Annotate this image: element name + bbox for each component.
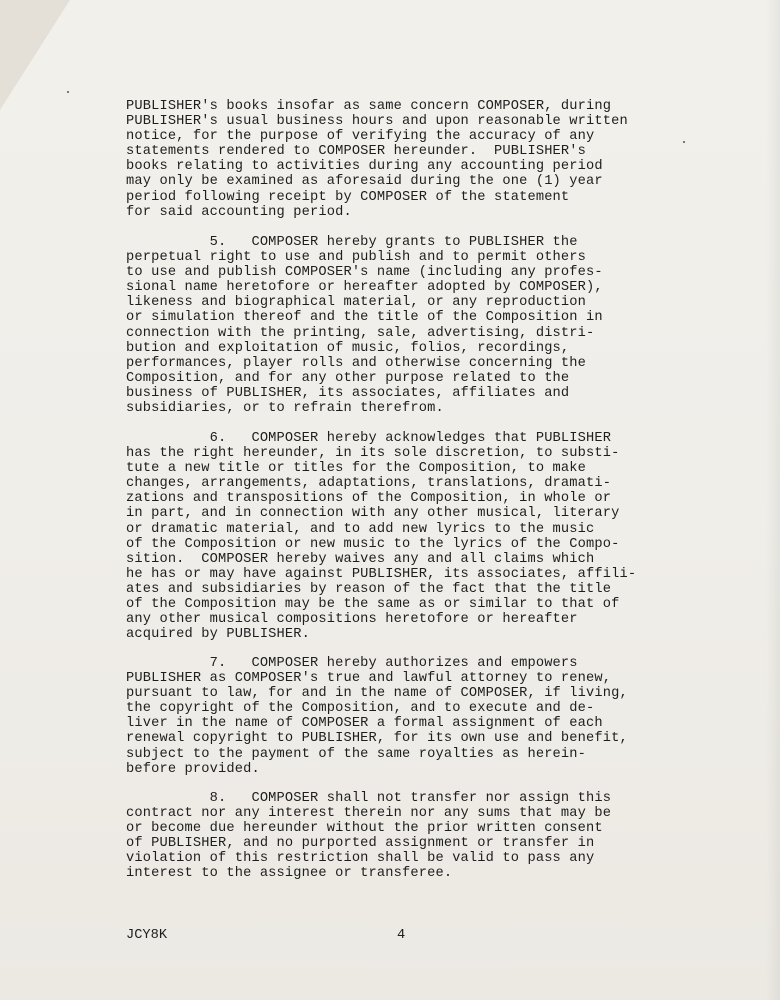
text-line: business of PUBLISHER, its associates, affiliates and: [126, 385, 570, 401]
text-line: ates and subsidiaries by reason of the fact that the title: [126, 581, 612, 597]
text-line: performances, player rolls and otherwise concerning the: [126, 355, 587, 371]
text-line: books relating to activities during any accounting period: [126, 159, 603, 175]
text-line: before provided.: [126, 761, 260, 777]
text-line: violation of this restriction shall be valid to pass any: [126, 851, 595, 867]
text-line: has the right hereunder, in its sole discretion, to substi-: [126, 446, 620, 462]
text-line: liver in the name of COMPOSER a formal assignment of each: [126, 716, 603, 732]
text-line: or dramatic material, and to add new lyrics to the music: [126, 521, 595, 537]
text-line: Composition, and for any other purpose related to the: [126, 370, 570, 386]
text-line: sional name heretofore or hereafter adopted by COMPOSER),: [126, 280, 603, 296]
text-line: for said accounting period.: [126, 204, 352, 220]
text-line: sition. COMPOSER hereby waives any and all claims which: [126, 551, 595, 567]
paper-speck: [67, 91, 69, 93]
text-line: perpetual right to use and publish and to permit others: [126, 250, 587, 266]
document-code: JCY8K: [126, 928, 168, 943]
text-line: 5. COMPOSER hereby grants to PUBLISHER the: [126, 235, 578, 250]
page-edge-shadow: [766, 0, 780, 1000]
text-line: interest to the assignee or transferee.: [126, 866, 453, 882]
text-line: in part, and in connection with any other musical, literary: [126, 506, 620, 522]
text-line: subsidiaries, or to refrain therefrom.: [126, 401, 444, 417]
text-line: he has or may have against PUBLISHER, its associates, affili-: [126, 566, 637, 582]
text-line: the copyright of the Composition, and to execute and de-: [126, 701, 595, 717]
text-line: changes, arrangements, adaptations, translations, dramati-: [126, 476, 612, 492]
intro-paragraph: [126, 99, 686, 220]
text-line: renewal copyright to PUBLISHER, for its own use and benefit,: [126, 731, 628, 747]
text-line: tute a new title or titles for the Composition, to make: [126, 461, 587, 477]
text-line: PUBLISHER as COMPOSER's true and lawful attorney to renew,: [126, 671, 612, 687]
text-line: of the Composition or new music to the lyrics of the Compo-: [126, 536, 620, 552]
text-line: connection with the printing, sale, advertising, distri-: [126, 325, 595, 341]
paragraph-7: [126, 656, 686, 777]
text-line: period following receipt by COMPOSER of the statement: [126, 189, 570, 205]
paragraph-5: [126, 235, 686, 416]
text-line: zations and transpositions of the Composition, in whole or: [126, 491, 612, 507]
text-line: of the Composition may be the same as or similar to that of: [126, 597, 620, 613]
text-line: PUBLISHER's usual business hours and upon reasonable written: [126, 114, 628, 130]
page-number: 4: [397, 928, 406, 943]
text-line: contract nor any interest therein nor any sums that may be: [126, 806, 612, 822]
text-line: notice, for the purpose of verifying the accuracy of any: [126, 129, 595, 145]
text-line: likeness and biographical material, or any reproduction: [126, 295, 587, 311]
text-line: or become due hereunder without the prior written consent: [126, 821, 603, 837]
text-line: pursuant to law, for and in the name of COMPOSER, if living,: [126, 686, 628, 702]
text-line: any other musical compositions heretofore or hereafter: [126, 612, 578, 628]
folded-corner: [0, 0, 70, 110]
text-line: or simulation thereof and the title of the Composition in: [126, 310, 603, 326]
text-line: 6. COMPOSER hereby acknowledges that PUBLISHER: [126, 431, 612, 446]
text-line: bution and exploitation of music, folios, recordings,: [126, 340, 570, 356]
text-line: statements rendered to COMPOSER hereunder. PUBLISHER's: [126, 144, 587, 160]
paragraph-8: [126, 791, 686, 882]
text-line: subject to the payment of the same royalties as herein-: [126, 746, 587, 762]
text-line: 8. COMPOSER shall not transfer nor assign this: [126, 791, 612, 806]
text-line: acquired by PUBLISHER.: [126, 627, 311, 643]
text-line: 7. COMPOSER hereby authorizes and empowers: [126, 656, 578, 671]
paragraph-6: [126, 431, 686, 642]
text-line: may only be examined as aforesaid during the one (1) year: [126, 174, 603, 190]
text-line: PUBLISHER's books insofar as same concern COMPOSER, during: [126, 99, 612, 114]
text-line: to use and publish COMPOSER's name (including any profes-: [126, 265, 603, 281]
text-line: of PUBLISHER, and no purported assignment or transfer in: [126, 836, 595, 852]
